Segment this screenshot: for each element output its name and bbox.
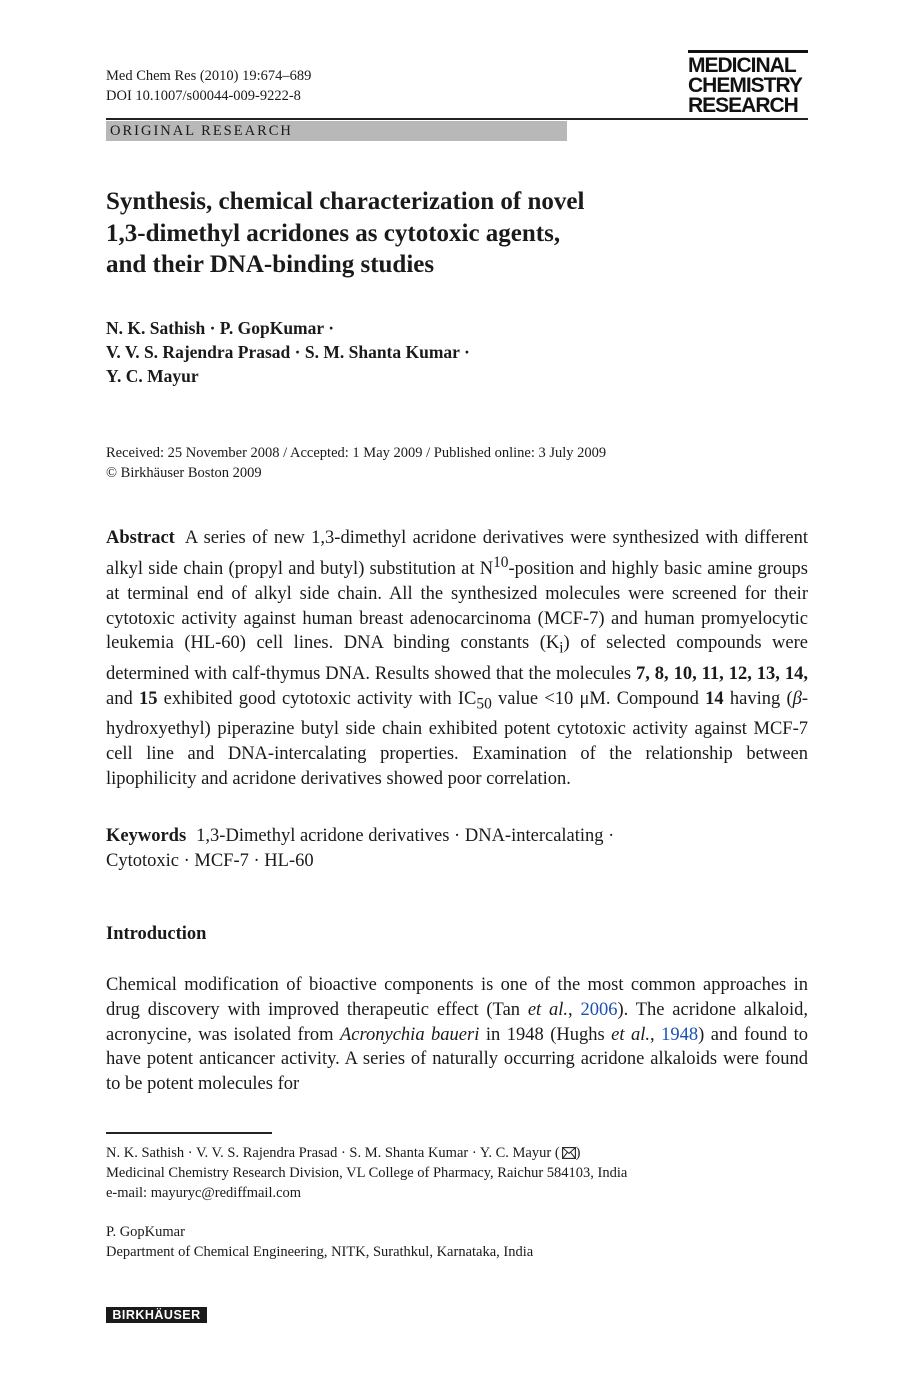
paren: ) (575, 1145, 581, 1161)
section-label: ORIGINAL RESEARCH (106, 121, 567, 141)
greek-beta: β (792, 688, 802, 709)
abstract-text: ) of selected compounds were determined with calf-thymus DNA. Results showed that the molecules (106, 633, 808, 684)
intro-text: ) and found to have potent anticancer activity. A series of naturally occurring acridone alkaloids were found to be potent molecules for (106, 1024, 808, 1095)
abstract-text: -position and highly basic amine groups at terminal end of alkyl side chain. All the synthesized molecules were screened for their cytotoxic activity against human breast adenocarcinoma (MCF-7) and human promyelocytic leukemia (HL-60) cell lines. DNA binding constants (K (106, 558, 808, 654)
compound-id: 14 (705, 688, 724, 709)
subscript: 50 (476, 695, 492, 713)
abstract-text: having ( (723, 688, 793, 709)
logo-line-3: RESEARCH (688, 94, 798, 117)
author-list (106, 316, 470, 388)
logo-line-2: CHEMISTRY (688, 74, 802, 97)
intro-text: , (568, 999, 581, 1020)
dates-line: Received: 25 November 2008 / Accepted: 1 May 2009 / Published online: 3 July 2009 (106, 445, 607, 461)
introduction-text (106, 973, 808, 1097)
author-line: V. V. S. Rajendra Prasad · S. M. Shanta Kumar · (106, 342, 470, 362)
article-title (106, 186, 726, 281)
title-line: Synthesis, chemical characterization of novel (106, 188, 585, 215)
affiliation-email: e-mail: mayuryc@rediffmail.com (106, 1185, 302, 1201)
et-al: et al. (527, 999, 569, 1020)
compound-id: 15 (138, 688, 158, 709)
doi: DOI 10.1007/s00044-009-9222-8 (106, 88, 301, 104)
citation: Med Chem Res (2010) 19:674–689 (106, 68, 312, 84)
intro-text: in 1948 (Hughs (479, 1024, 612, 1045)
intro-text: ). The acridone alkaloid, acronycine, was isolated from (106, 999, 809, 1045)
superscript: 10 (493, 553, 509, 571)
affiliation-org: Department of Chemical Engineering, NITK, Surathkul, Karnataka, India (106, 1244, 534, 1260)
header-rule (106, 118, 808, 120)
title-line: 1,3-dimethyl acridones as cytotoxic agents, (106, 219, 561, 247)
citation-link[interactable]: 2006 (580, 999, 618, 1020)
keywords-line: Cytotoxic · MCF-7 · HL-60 (106, 850, 314, 871)
logo-bar (688, 50, 808, 53)
intro-text: Chemical modification of bioactive components is one of the most common approaches in drug discovery with improved therapeutic effect (Tan (106, 975, 808, 1020)
compound-ids: 7, 8, 10, 11, 12, 13, 14, (635, 663, 808, 684)
envelope-icon (562, 1147, 576, 1159)
affiliation-1 (106, 1143, 627, 1203)
abstract-text: and (106, 688, 139, 709)
journal-info (106, 66, 311, 106)
copyright: © Birkhäuser Boston 2009 (106, 465, 262, 481)
citation-link[interactable]: 1948 (661, 1024, 699, 1045)
affiliation-org: Medicinal Chemistry Research Division, VL College of Pharmacy, Raichur 584103, India (106, 1165, 628, 1181)
author-line: Y. C. Mayur (106, 366, 199, 386)
abstract-text: -hydroxyethyl) piperazine butyl side chain exhibited potent cytotoxic activity against MCF-7 cell line and DNA-intercalating properties. Examination of the relationship between lipophilicity and acridone derivatives showed poor correlation. (106, 688, 809, 789)
intro-text: , (650, 1024, 662, 1045)
abstract-text: A series of new 1,3-dimethyl acridone derivatives were synthesized with different alkyl side chain (propyl and butyl) substitution at N (106, 528, 808, 579)
keywords-line: 1,3-Dimethyl acridone derivatives · DNA-intercalating · (196, 826, 615, 846)
affiliation-2 (106, 1222, 533, 1262)
abstract-text: value <10 μM. Compound (491, 688, 706, 709)
publication-dates (106, 443, 606, 483)
author-line: N. K. Sathish · P. GopKumar · (106, 318, 335, 338)
footnote-rule (106, 1132, 272, 1134)
keywords-label: Keywords (106, 826, 187, 846)
section-heading: Introduction (106, 924, 207, 944)
abstract (106, 526, 808, 792)
affiliation-authors: N. K. Sathish · V. V. S. Rajendra Prasad · S. M. Shanta Kumar · Y. C. Mayur ( (106, 1145, 560, 1161)
affiliation-author: P. GopKumar (106, 1224, 185, 1240)
publisher-logo: BIRKHÄUSER (106, 1307, 207, 1323)
species-name: Acronychia baueri (339, 1024, 480, 1045)
keywords (106, 824, 808, 874)
abstract-text: exhibited good cytotoxic activity with IC (157, 688, 477, 709)
journal-logo (688, 50, 808, 116)
subscript: i (559, 640, 564, 658)
logo-line-1: MEDICINAL (688, 54, 796, 77)
abstract-label: Abstract (106, 528, 175, 548)
et-al: et al. (611, 1024, 651, 1045)
title-line: and their DNA-binding studies (106, 251, 435, 278)
